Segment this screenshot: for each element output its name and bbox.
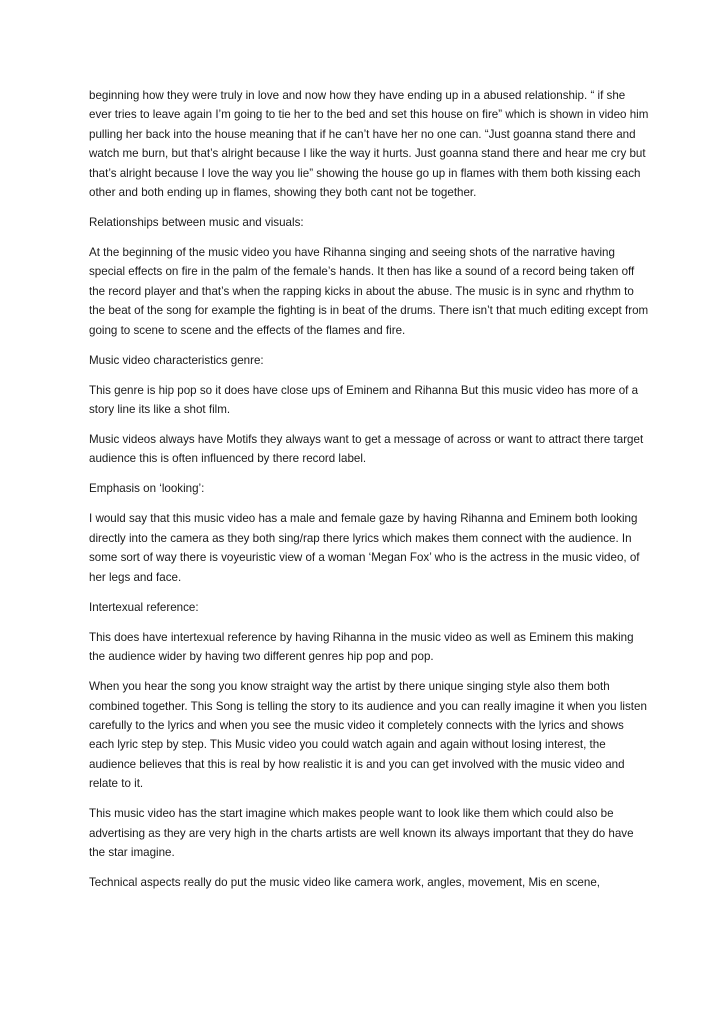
paragraph-looking: I would say that this music video has a male and female gaze by having Rihanna and Eminem both looking directly into the camera as they both sing/rap there lyrics which makes them connect with the audience. In some sort of way there is voyeuristic view of a woman ‘Megan Fox’ who is the actress in the music video, of her legs and face. (89, 512, 640, 584)
heading-looking: Emphasis on ‘looking’: (89, 482, 205, 496)
paragraph-intertextual: This does have intertexual reference by having Rihanna in the music video as well as Eminem this making the audience wider by having two different genres hip pop and pop. (89, 630, 634, 664)
document-page (89, 86, 649, 903)
heading-intertextual: Intertexual reference: (89, 600, 199, 614)
paragraph-star-image: This music video has the start imagine which makes people want to look like them which could also be advertising as they are very high in the charts artists are well known its always important that they do have the star imagine. (89, 807, 634, 859)
heading-genre: Music video characteristics genre: (89, 353, 264, 367)
paragraph-song-story: When you hear the song you know straight way the artist by there unique singing style also them both combined together. This Song is telling the story to its audience and you can really imagine it when you listen carefully to the lyrics and when you see the music video it completely connects with the lyrics and shows each lyric step by step. This Music video you could watch again and again without losing interest, the audience believes that this is real by how realistic it is and you can get involved with the music video and relate to it. (89, 680, 647, 791)
heading-music-visuals: Relationships between music and visuals: (89, 216, 304, 230)
paragraph-genre: This genre is hip pop so it does have close ups of Eminem and Rihanna But this music video has more of a story line its like a shot film. (89, 383, 639, 417)
paragraph-abuse-lyrics: beginning how they were truly in love and now how they have ending up in a abused relationship. “ if she ever tries to leave again I’m going to tie her to the bed and set this house on fire” which is shown in video him pulling her back into the house meaning that if he can’t have her no one can. “Just goanna stand there and watch me burn, but that’s alright because I like the way it hurts. Just goanna stand there and hear me cry but that’s alright because I love the way you lie” showing the house go up in flames with them both kissing each other and both ending up in flames, showing they both cant not be together. (89, 89, 649, 200)
paragraph-motifs: Music videos always have Motifs they always want to get a message of across or want to attract there target audience this is often influenced by there record label. (89, 433, 644, 466)
paragraph-music-visuals: At the beginning of the music video you have Rihanna singing and seeing shots of the narrative having special effects on fire in the palm of the female’s hands. It then has like a sound of a record being taken off the record player and that’s when the rapping kicks in about the abuse. The music is in sync and rhythm to the beat of the song for example the fighting is in beat of the drums. There isn’t that much editing except from going to scene to scene and the effects of the flames and fire. (89, 246, 649, 337)
paragraph-technical-aspects: Technical aspects really do put the music video like camera work, angles, movement, Mis en scene, (89, 875, 601, 889)
